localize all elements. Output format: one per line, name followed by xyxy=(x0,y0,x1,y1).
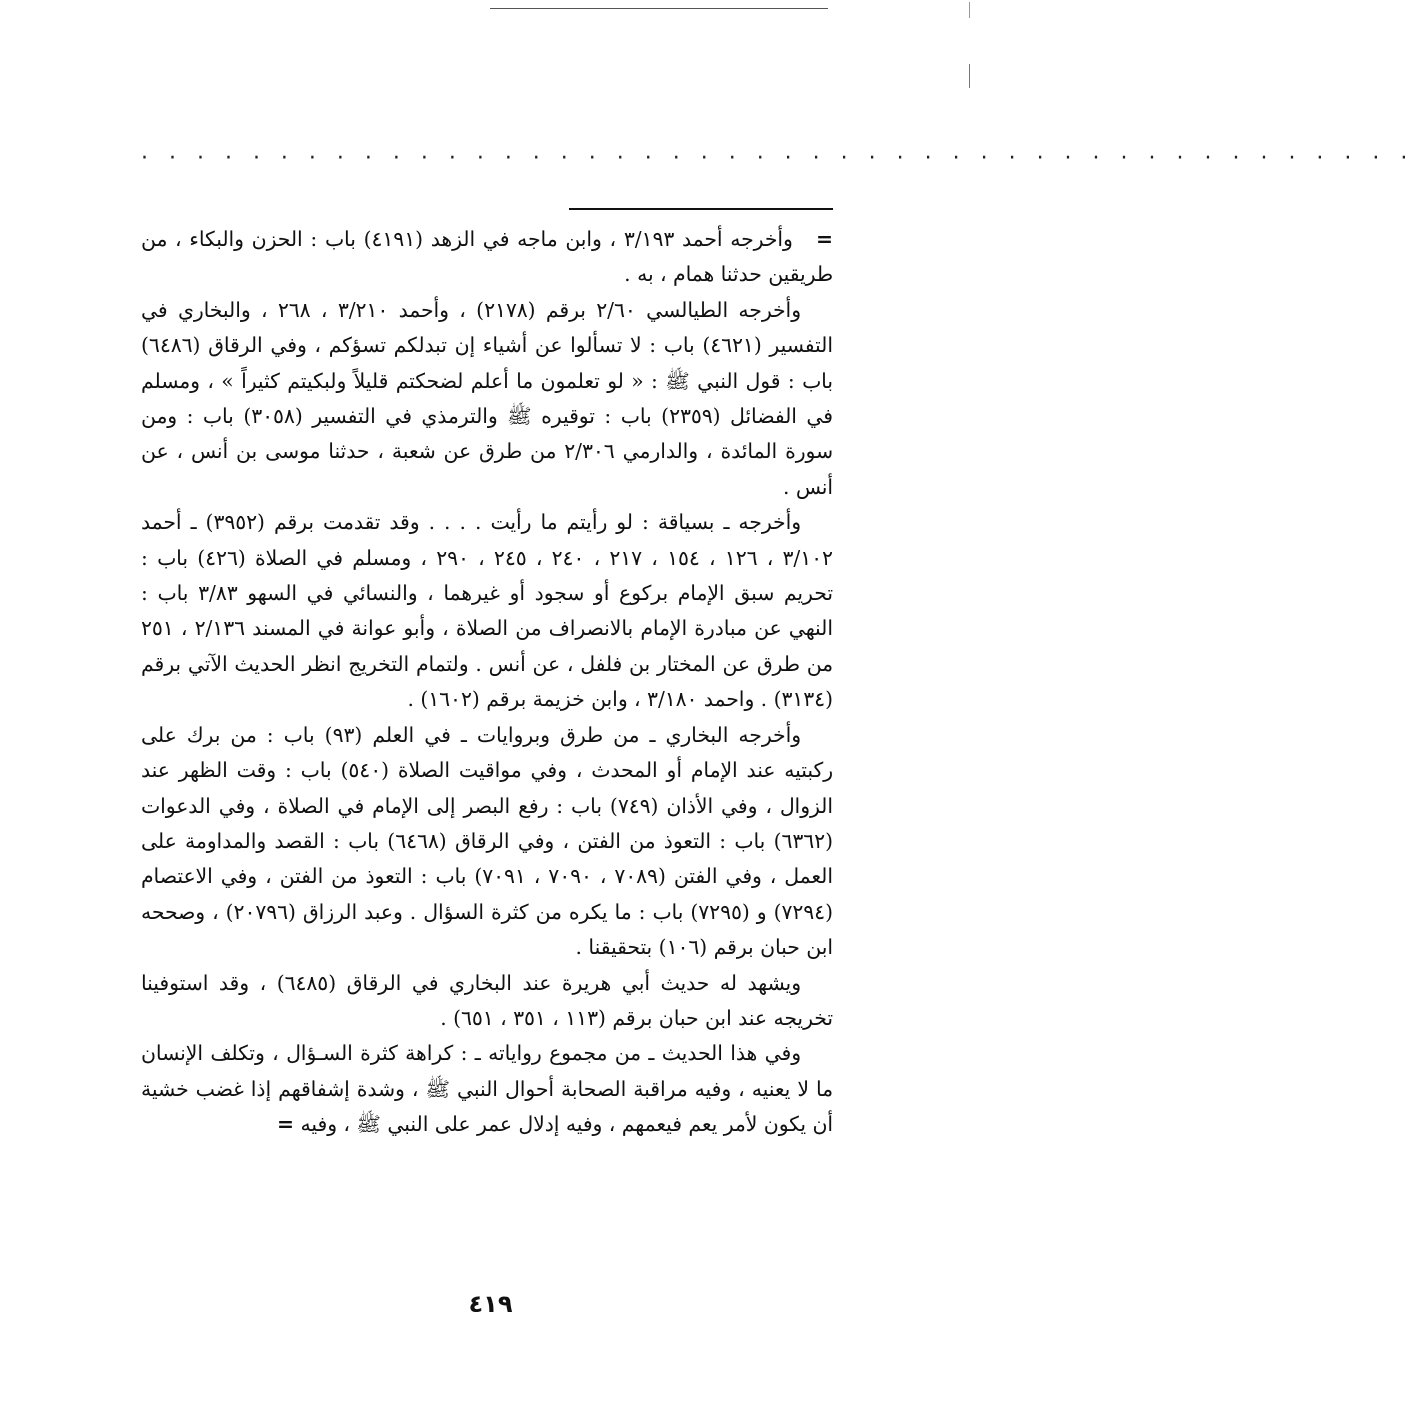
footnote-rule xyxy=(569,208,833,210)
continuation-text: وأخرجه أحمد ٣/١٩٣ ، وابن ماجه في الزهد (٤١٩١) باب : الحزن والبكاء ، من طريقين حدثنا همام ، به . xyxy=(141,227,833,287)
last-paragraph-text: وفي هذا الحديث ـ من مجموع رواياته ـ : كراهة كثرة السـؤال ، وتكلف الإنسان ما لا يعنيه ، وفيه مراقبة الصحابة أحوال النبي ﷺ ، وشدة إشفاقهم إذا غضب خشية أن يكون لأمر يعم فيعمهم ، وفيه إدلال عمر على النبي ﷺ ، وفيه xyxy=(141,1041,833,1137)
page-number: ٤١٩ xyxy=(468,1290,513,1318)
continuation-marker: = xyxy=(816,227,833,251)
continuation-end-marker: = xyxy=(277,1112,295,1137)
header-rule xyxy=(490,8,828,9)
footnote-paragraph: وأخرجه الطيالسي ٢/٦٠ برقم (٢١٧٨) ، وأحمد ٣/٢١٠ ، ٢٦٨ ، والبخاري في التفسير (٤٦٢١) باب : لا تسألوا عن أشياء إن تبدلكم تسؤكم ، وفي الرقاق (٦٤٨٦) باب : قول النبي ﷺ : « لو تعلمون ما أعلم لضحكتم قليلاً ولبكيتم كثيراً » ، ومسلم في الفضائل (٢٣٥٩) باب : توقيره ﷺ والترمذي في التفسير (٣٠٥٨) باب : ومن سورة المائدة ، والدارمي ٢/٣٠٦ من طرق عن شعبة ، حدثنا موسى بن أنس ، عن أنس . xyxy=(141,297,833,499)
footnotes-block xyxy=(141,222,833,1143)
footnote-paragraph-last xyxy=(141,1036,833,1142)
scan-edge-mark xyxy=(969,64,970,88)
footnote-continuation xyxy=(141,222,833,293)
footnote-paragraph: وأخرجه ـ بسياقة : لو رأيتم ما رأيت . . . . وقد تقدمت برقم (٣٩٥٢) ـ أحمد ٣/١٠٢ ، ١٢٦ ، ١٥٤ ، ٢١٧ ، ٢٤٠ ، ٢٤٥ ، ٢٩٠ ، ومسلم في الصلاة (٤٢٦) باب : تحريم سبق الإمام بركوع أو سجود أو غيرهما ، والنسائي في السهو ٣/٨٣ باب : النهي عن مبادرة الإمام بالانصراف من الصلاة ، وأبو عوانة في المسند ٢/١٣٦ ، ٢٥١ من طرق عن المختار بن فلفل ، عن أنس . ولتمام التخريج انظر الحديث الآتي برقم (٣١٣٤) . واحمد ٣/١٨٠ ، وابن خزيمة برقم (١٦٠٢) . xyxy=(141,510,833,712)
footnote-paragraph: ويشهد له حديث أبي هريرة عند البخاري في الرقاق (٦٤٨٥) ، وقد استوفينا تخريجه عند ابن حبان برقم (١١٣ ، ٣٥١ ، ٦٥١) . xyxy=(141,970,833,1030)
dotted-separator: · · · · · · · · · · · · · · · · · · · · · · · · · · · · · · · · · · · · · · · · · · · · · · xyxy=(141,146,1414,171)
footnote-paragraph: وأخرجه البخاري ـ من طرق وبروايات ـ في العلم (٩٣) باب : من برك على ركبتيه عند الإمام أو المحدث ، وفي مواقيت الصلاة (٥٤٠) باب : وقت الظهر عند الزوال ، وفي الأذان (٧٤٩) باب : رفع البصر إلى الإمام في الصلاة ، وفي الدعوات (٦٣٦٢) باب : التعوذ من الفتن ، وفي الرقاق (٦٤٦٨) باب : القصد والمداومة على العمل ، وفي الفتن (٧٠٨٩ ، ٧٠٩٠ ، ٧٠٩١) باب : التعوذ من الفتن ، وفي الاعتصام (٧٢٩٤) و (٧٢٩٥) باب : ما يكره من كثرة السؤال . وعبد الرزاق (٢٠٧٩٦) ، وصححه ابن حبان برقم (١٠٦) بتحقيقنا . xyxy=(141,722,833,960)
scan-edge-mark xyxy=(969,2,970,18)
